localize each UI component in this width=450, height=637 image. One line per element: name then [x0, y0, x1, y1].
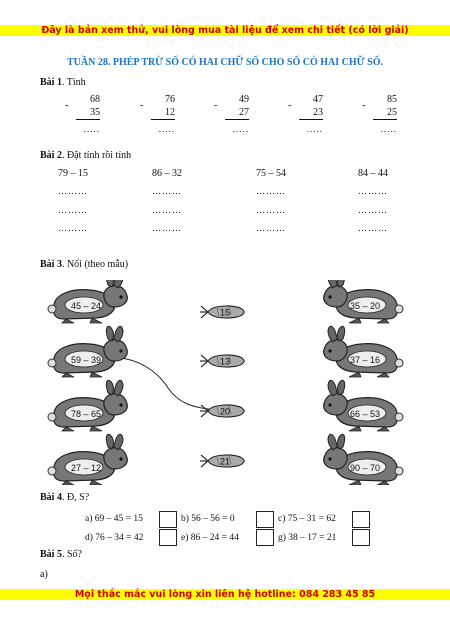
statement-e: e) 86 – 24 = 44 [181, 533, 239, 543]
exercise-3-label: Bài 3 [40, 259, 62, 270]
minuend: 49 [239, 94, 249, 105]
statement-b: b) 56 – 56 = 0 [181, 514, 235, 524]
answer-box-d[interactable] [159, 529, 177, 546]
carrot-label: 13 [219, 356, 231, 367]
subtraction-2 [145, 93, 175, 136]
answer-box-a[interactable] [159, 511, 177, 528]
answer-blank: ..... [83, 124, 100, 134]
subtrahend: 23 [313, 107, 323, 118]
rabbit-label: 45 – 24 [70, 301, 102, 311]
exercise-5-label: Bài 5 [40, 549, 62, 560]
page-title: TUẦN 28. PHÉP TRỪ SỐ CÓ HAI CHỮ SỐ CHO SỐ CÓ HAI CHỮ SỐ. [67, 57, 383, 68]
exercise-3-text: . Nối (theo mẫu) [61, 259, 129, 270]
subtrahend: 25 [387, 107, 397, 118]
result-line [373, 119, 397, 120]
exercise-5-part-a: a) [40, 569, 48, 580]
rabbit-right-2 [324, 326, 403, 377]
rabbit-left-4 [48, 434, 127, 485]
work-dots: ……… [358, 205, 388, 215]
carrot-label: 15 [219, 307, 231, 318]
statement-c: c) 75 – 31 = 62 [278, 514, 336, 524]
top-banner: Đây là bản xem thử, vui lòng mua tài liệu để xem chi tiết (có lời giải) [0, 25, 450, 36]
exercise-4-label: Bài 4 [40, 492, 62, 503]
rabbit-label: 90 – 70 [349, 463, 381, 473]
carrot-label: 20 [219, 406, 231, 417]
exercise-2-label: Bài 2 [40, 150, 62, 161]
exercise-5-text: . Số? [61, 549, 82, 560]
work-dots: ……… [152, 186, 182, 196]
result-line [76, 119, 100, 120]
result-line [151, 119, 175, 120]
exercise-5-heading [40, 549, 82, 560]
minus-sign: - [140, 100, 144, 111]
rabbit-right-1 [324, 280, 403, 323]
answer-box-c[interactable] [352, 511, 370, 528]
statement-g: g) 38 – 17 = 21 [278, 533, 337, 543]
work-dots: ……… [58, 186, 88, 196]
exercise-1-label: Bài 1 [40, 77, 62, 88]
minus-sign: - [288, 100, 292, 111]
rabbit-right-4 [324, 434, 403, 485]
work-dots: ……… [152, 223, 182, 233]
subtraction-4 [293, 93, 323, 136]
carrot-4 [200, 455, 244, 467]
work-dots: ……… [152, 205, 182, 215]
minus-sign: - [214, 100, 218, 111]
exercise-4-text: . Đ, S? [61, 492, 90, 503]
rabbit-label: 66 – 53 [349, 409, 381, 419]
exercise-4-heading [40, 492, 89, 503]
exercise-1-heading [40, 77, 86, 88]
result-line [225, 119, 249, 120]
rabbit-left-1 [48, 280, 127, 323]
exercise-1-text: . Tính [61, 77, 86, 88]
carrot-3 [200, 405, 244, 417]
statement-a: a) 69 – 45 = 15 [85, 514, 143, 524]
exercise-2-heading [40, 150, 131, 161]
carrot-1 [200, 306, 244, 318]
expression-2: 86 – 32 [152, 168, 182, 179]
rabbit-label: 37 – 16 [349, 355, 381, 365]
subtraction-1 [70, 93, 100, 136]
rabbit-right-3 [324, 380, 403, 431]
subtrahend: 12 [165, 107, 175, 118]
exercise-3-heading [40, 259, 128, 270]
result-line [299, 119, 323, 120]
minuend: 76 [165, 94, 175, 105]
carrot-2 [200, 355, 244, 367]
answer-blank: ..... [380, 124, 397, 134]
answer-box-e[interactable] [256, 529, 274, 546]
expression-4: 84 – 44 [358, 168, 388, 179]
expression-1: 79 – 15 [58, 168, 88, 179]
work-dots: ……… [58, 205, 88, 215]
rabbit-label: 78 – 65 [70, 409, 102, 419]
minus-sign: - [362, 100, 366, 111]
exercise-2-text: . Đặt tính rồi tính [61, 150, 132, 161]
subtraction-5 [367, 93, 397, 136]
minus-sign: - [65, 100, 69, 111]
answer-box-g[interactable] [352, 529, 370, 546]
rabbit-label: 35 – 20 [349, 301, 381, 311]
work-dots: ……… [358, 186, 388, 196]
bottom-banner: Mọi thắc mắc vui lòng xin liên hệ hotline: 084 283 45 85 [0, 589, 450, 600]
minuend: 47 [313, 94, 323, 105]
matching-diagram [40, 280, 420, 485]
work-dots: ……… [256, 186, 286, 196]
work-dots: ……… [256, 223, 286, 233]
carrot-label: 21 [219, 456, 231, 467]
work-dots: ……… [256, 205, 286, 215]
minuend: 68 [90, 94, 100, 105]
minuend: 85 [387, 94, 397, 105]
answer-box-b[interactable] [256, 511, 274, 528]
rabbit-left-3 [48, 380, 127, 431]
subtrahend: 35 [90, 107, 100, 118]
subtrahend: 27 [239, 107, 249, 118]
answer-blank: ..... [232, 124, 249, 134]
answer-blank: ..... [158, 124, 175, 134]
answer-blank: ..... [306, 124, 323, 134]
work-dots: ……… [58, 223, 88, 233]
statement-d: d) 76 – 34 = 42 [85, 533, 144, 543]
subtraction-3 [219, 93, 249, 136]
rabbit-label: 27 – 12 [70, 463, 102, 473]
rabbit-label: 59 – 39 [70, 355, 102, 365]
expression-3: 75 – 54 [256, 168, 286, 179]
rabbit-left-2 [48, 326, 127, 377]
work-dots: ……… [358, 223, 388, 233]
